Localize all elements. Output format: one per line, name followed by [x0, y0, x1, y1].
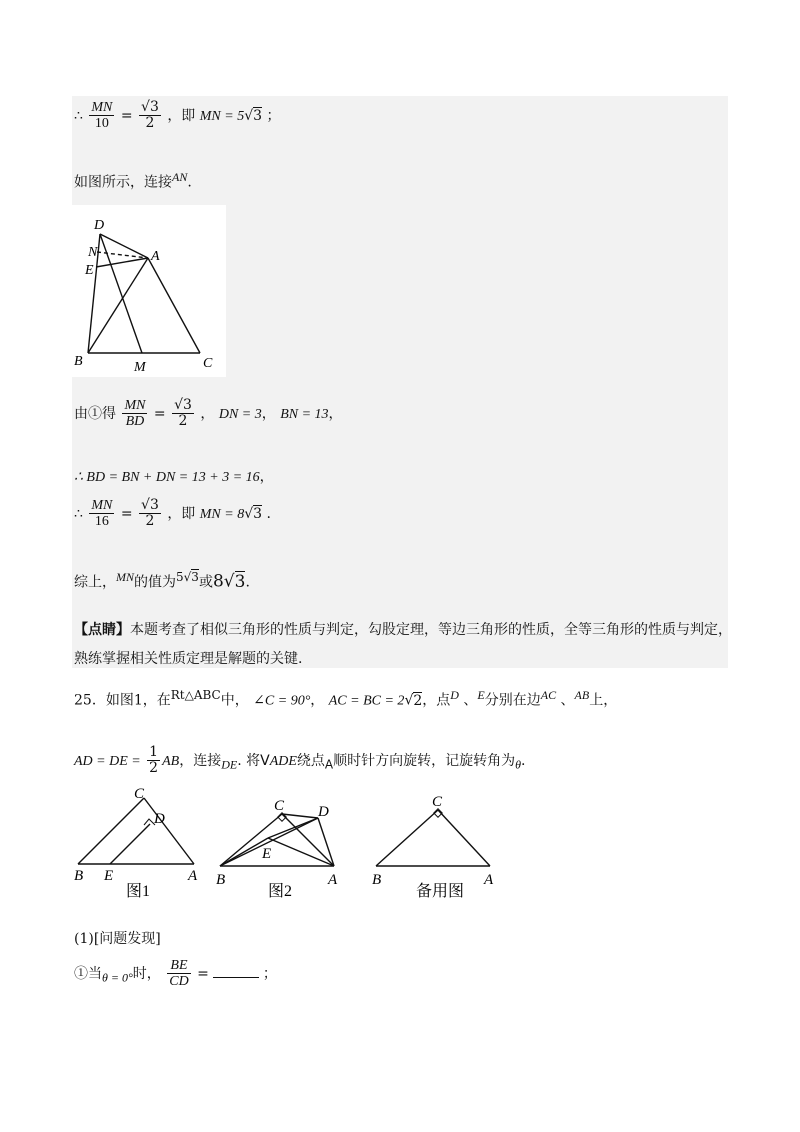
fraction-sqrt3-2-b: $\frac{√3}{2}$ — [174, 397, 192, 430]
fraction-mn-bd: $\frac{MN}{BD}$ — [124, 398, 146, 430]
line-1: ∴ $\frac{MN}{10}$ = $\frac{√3}{2}$ ，即 MN = 5√3 ； — [74, 99, 281, 132]
sub-question-1: (1)[问题发现] — [74, 931, 161, 947]
question-1-line: ①当θ = 0°时， $\frac{BE}{CD}$ = ； — [74, 958, 277, 990]
fig2-label-e: E — [262, 846, 272, 862]
fig3-caption: 备用图 — [416, 883, 465, 900]
comment-tag: 【点睛】 — [74, 622, 130, 638]
label-top-n: N — [88, 245, 98, 260]
fraction-sqrt3-2-c: $\frac{√3}{2}$ — [141, 497, 159, 530]
fig2-label-c: C — [274, 798, 285, 814]
label-top-m: M — [134, 360, 146, 375]
comment-line-2: 熟练掌握相关性质定理是解题的关键. — [74, 651, 303, 667]
line-4: ∴ BD = BN + DN = 13 + 3 = 16， — [74, 470, 274, 485]
figure-1 — [78, 798, 194, 864]
fig1-label-d: D — [154, 811, 165, 827]
fig3-label-b: B — [372, 872, 382, 888]
fig1-label-e: E — [104, 868, 114, 884]
figure-3 — [376, 809, 490, 866]
therefore-symbol: ∴ — [74, 107, 83, 124]
fraction-mn-10: $\frac{MN}{10}$ — [91, 100, 113, 132]
q25-line-1: 25．如图1，在Rt△ABC中， ∠C = 90°， AC = BC = 2√2，点D 、E分别在边AC 、AB上， — [74, 688, 618, 709]
fig2-label-d: D — [318, 804, 329, 820]
label-top-b: B — [74, 354, 83, 369]
fig1-label-a: A — [188, 868, 198, 884]
fig1-label-b: B — [74, 868, 84, 884]
line-5: ∴ $\frac{MN}{16}$ = $\frac{√3}{2}$ ，即 MN = 8√3 . — [74, 497, 271, 530]
line-3: 由①得 $\frac{MN}{BD}$ = $\frac{√3}{2}$ ， DN = 3， BN = 13， — [74, 397, 343, 430]
figure-top-svg — [72, 205, 226, 377]
figures-row-svg — [70, 786, 510, 902]
line-6: 综上，MN的值为5√3或8√3. — [74, 570, 250, 592]
fig2-label-b: B — [216, 872, 226, 888]
line-2: 如图所示，连接AN. — [74, 170, 192, 191]
figure-2 — [220, 813, 334, 866]
fraction-be-cd: $\frac{BE}{CD}$ — [169, 958, 189, 990]
label-top-e: E — [85, 263, 94, 278]
fig3-label-a: A — [484, 872, 494, 888]
fig1-caption: 图1 — [126, 883, 151, 900]
label-top-c: C — [203, 356, 213, 371]
fig2-caption: 图2 — [268, 883, 293, 900]
fraction-sqrt3-2: $\frac{√3}{2}$ — [141, 99, 159, 132]
fig1-label-c: C — [134, 786, 145, 802]
answer-blank[interactable] — [213, 965, 259, 978]
label-top-a: A — [151, 249, 160, 264]
comment-line-1: 【点睛】本题考查了相似三角形的性质与判定，勾股定理，等边三角形的性质，全等三角形的性质与判定， — [74, 622, 732, 638]
fraction-half: $\frac{1}{2}$ — [149, 744, 159, 777]
figure-triangle-dna — [72, 205, 226, 377]
q25-line-2: AD = DE = $\frac{1}{2}$ AB，连接DE. 将VADE绕点A顺时针方向旋转，记旋转角为θ. — [74, 744, 526, 777]
fraction-mn-16: $\frac{MN}{16}$ — [91, 498, 113, 530]
fig3-label-c: C — [432, 794, 443, 810]
fig2-label-a: A — [328, 872, 338, 888]
label-top-d: D — [94, 218, 105, 233]
